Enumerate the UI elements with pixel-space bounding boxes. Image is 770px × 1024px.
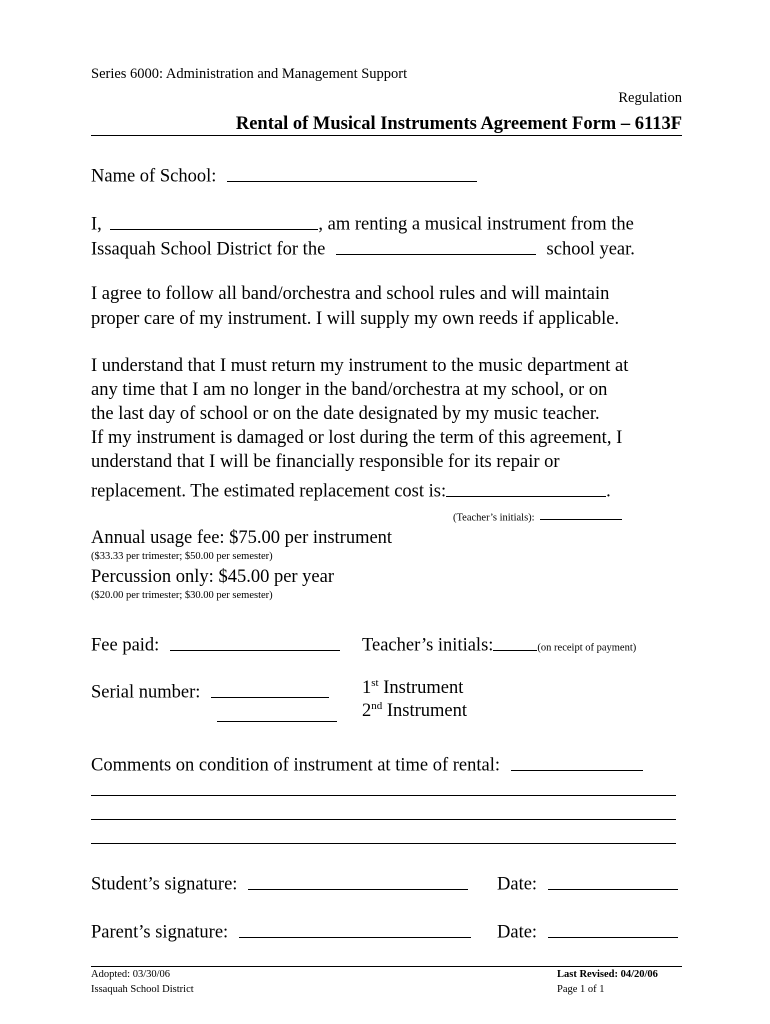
- parent-date-row: [497, 918, 678, 944]
- understand-line-2: any time that I am no longer in the band/orchestra at my school, or on: [91, 380, 608, 400]
- second-sup: nd: [371, 700, 383, 712]
- teacher-initials-row: [453, 510, 622, 523]
- page-number: Page 1 of 1: [557, 984, 605, 995]
- student-name-field[interactable]: [110, 210, 318, 230]
- serial-number-field-1[interactable]: [211, 678, 329, 698]
- first-label: Instrument: [378, 678, 464, 698]
- second-instrument: [362, 701, 467, 722]
- renting-prefix: I,: [91, 214, 102, 235]
- serial-label: Serial number:: [91, 682, 201, 703]
- replacement-cost-field[interactable]: [446, 477, 606, 497]
- agree-line-1: I agree to follow all band/orchestra and school rules and will maintain: [91, 284, 610, 304]
- student-date-label: Date:: [497, 874, 538, 895]
- period: .: [606, 481, 611, 502]
- first-instrument: [362, 678, 463, 699]
- teacher-initials-row-2: [362, 631, 636, 657]
- parent-signature-field[interactable]: [239, 918, 471, 938]
- agree-line-2: proper care of my instrument. I will supply my own reeds if applicable.: [91, 309, 620, 329]
- understand-line-1: I understand that I must return my instrument to the music department at: [91, 356, 629, 376]
- annual-fee-note: ($33.33 per trimester; $50.00 per semester): [91, 551, 273, 562]
- percussion-fee-note: ($20.00 per trimester; $30.00 per semester): [91, 590, 273, 601]
- regulation-label: Regulation: [618, 90, 682, 106]
- title-rule: [91, 135, 682, 136]
- understand-line-3: the last day of school or on the date designated by my music teacher.: [91, 404, 600, 424]
- second-label: Instrument: [382, 701, 468, 721]
- comments-line-1[interactable]: [91, 795, 676, 796]
- series-heading: Series 6000: Administration and Management Support: [91, 66, 408, 82]
- first-num: 1: [362, 678, 372, 698]
- parent-date-label: Date:: [497, 922, 538, 943]
- fee-paid-label: Fee paid:: [91, 635, 160, 656]
- student-signature-label: Student’s signature:: [91, 874, 238, 895]
- footer-rule: [91, 966, 682, 967]
- student-signature-field[interactable]: [248, 870, 468, 890]
- renting-line-2: [91, 235, 635, 261]
- comments-line-3[interactable]: [91, 843, 676, 844]
- school-row: [91, 162, 477, 188]
- serial-number-field-2[interactable]: [217, 721, 337, 722]
- first-sup: st: [371, 677, 379, 689]
- parent-date-field[interactable]: [548, 918, 678, 938]
- school-name-field[interactable]: [227, 162, 477, 182]
- comments-label: Comments on condition of instrument at time of rental:: [91, 755, 500, 776]
- district-name: Issaquah School District: [91, 984, 194, 995]
- receipt-note: (on receipt of payment): [537, 642, 637, 654]
- parent-signature-row: [91, 918, 471, 944]
- parent-signature-label: Parent’s signature:: [91, 922, 229, 943]
- school-label: Name of School:: [91, 166, 217, 187]
- serial-row-1: [91, 678, 329, 704]
- comments-field-inline[interactable]: [511, 751, 643, 771]
- school-year-text: school year.: [546, 239, 635, 260]
- teacher-initials-small-field[interactable]: [540, 510, 622, 520]
- student-date-row: [497, 870, 678, 896]
- adopted-date: Adopted: 03/30/06: [91, 969, 171, 980]
- student-date-field[interactable]: [548, 870, 678, 890]
- teacher-initials-field[interactable]: [493, 631, 537, 651]
- understand-line-6: [91, 477, 611, 503]
- fee-paid-field[interactable]: [170, 631, 340, 651]
- renting-line-1: [91, 210, 634, 236]
- teacher-initials-small-label: (Teacher’s initials):: [453, 512, 535, 524]
- teacher-initials-label: Teacher’s initials:: [362, 635, 494, 656]
- replacement-cost-label: replacement. The estimated replacement cost is:: [91, 481, 447, 502]
- percussion-fee: Percussion only: $45.00 per year: [91, 567, 335, 587]
- revised-date: Last Revised: 04/20/06: [557, 969, 658, 980]
- understand-line-5: understand that I will be financially responsible for its repair or: [91, 452, 560, 472]
- comments-line-2[interactable]: [91, 819, 676, 820]
- school-year-field[interactable]: [336, 235, 536, 255]
- student-signature-row: [91, 870, 468, 896]
- renting-text: , am renting a musical instrument from the: [318, 214, 634, 235]
- fee-paid-row: [91, 631, 340, 657]
- district-text: Issaquah School District for the: [91, 239, 326, 260]
- form-title: Rental of Musical Instruments Agreement Form – 6113F: [235, 114, 682, 134]
- second-num: 2: [362, 701, 372, 721]
- annual-fee: Annual usage fee: $75.00 per instrument: [91, 528, 393, 548]
- comments-row: [91, 751, 643, 777]
- understand-line-4: If my instrument is damaged or lost during the term of this agreement, I: [91, 428, 623, 448]
